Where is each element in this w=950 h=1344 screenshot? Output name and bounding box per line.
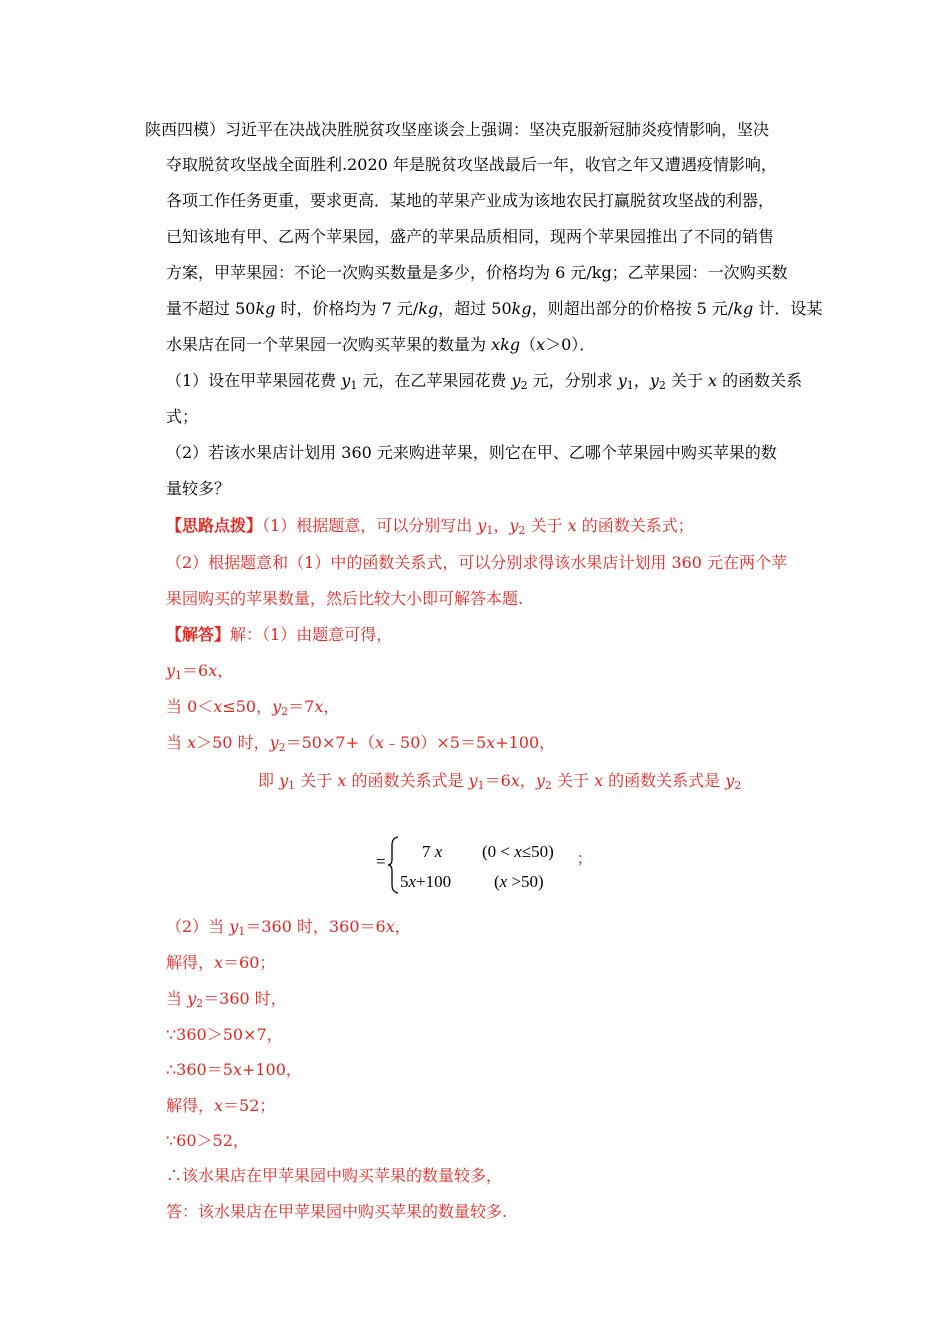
problem-line-3: 各项工作任务更重，要求更高．某地的苹果产业成为该地农民打赢脱贫攻坚战的利器， xyxy=(166,191,775,210)
hint-line-1: 【思路点拨】（1）根据题意，可以分别写出 $y_1$，$y_2$ 关于 x 的函数关系式； xyxy=(166,516,694,537)
answer-intro: 【解答】解：（1）由题意可得， xyxy=(166,625,393,644)
formula-semicolon: ; xyxy=(578,848,583,867)
answer-because-1: ∵360＞50×7， xyxy=(166,1025,283,1044)
piecewise-formula xyxy=(370,832,600,900)
question-1-cont: 式； xyxy=(166,407,199,426)
row2-condition: (x >50) xyxy=(494,872,544,891)
problem-line-1: 陕西四模）习近平在决战决胜脱贫攻坚座谈会上强调：坚决克服新冠肺炎疫情影响，坚决 xyxy=(145,120,770,139)
answer-y1: $y_1=6x$， xyxy=(166,661,234,682)
hint-line-3: 果园购买的苹果数量，然后比较大小即可解答本题. xyxy=(166,589,524,608)
answer-part2: （2）当 $y_1=360$ 时，360＝6x， xyxy=(166,917,411,938)
question-2: （2）若该水果店计划用 360 元来购进苹果，则它在甲、乙哪个苹果园中购买苹果的数 xyxy=(166,443,777,462)
answer-solve-2: 解得，x＝52； xyxy=(166,1096,276,1115)
problem-line-4: 已知该地有甲、乙两个苹果园，盛产的苹果品质相同，现两个苹果园推出了不同的销售 xyxy=(166,227,775,246)
left-brace xyxy=(388,836,400,894)
hint-label: 【思路点拨】 xyxy=(166,516,263,535)
row1-expr: 7 x xyxy=(422,842,443,861)
answer-when-y2: 当 $y_2=360$ 时， xyxy=(166,989,287,1010)
answer-summary: 即 $y_1$ 关于 x 的函数关系式是 $y_1=6x$，$y_2$ 关于 x 的函数关系式是 $y_2$ xyxy=(258,771,742,792)
row1-condition: (0 < x≤50) xyxy=(482,842,554,861)
problem-line-7: 水果店在同一个苹果园一次购买苹果的数量为 xkg（x＞0）． xyxy=(166,335,596,354)
question-2-cont: 量较多？ xyxy=(166,479,231,498)
answer-case-2: 当 x＞50 时，$y_2=50\times 7+(x﹣50)\times 5=5x+100$， xyxy=(166,733,556,754)
answer-because-2: ∵60＞52， xyxy=(166,1131,249,1150)
problem-line-5: 方案，甲苹果园：不论一次购买数量是多少，价格均为 6 元/kg；乙苹果园：一次购买数 xyxy=(166,263,788,282)
answer-label: 【解答】 xyxy=(166,625,231,644)
problem-line-6: 量不超过 50kg 时，价格均为 7 元/kg，超过 50kg，则超出部分的价格按 5 元/kg 计．设某 xyxy=(166,299,823,318)
answer-therefore-2: ∴该水果店在甲苹果园中购买苹果的数量较多， xyxy=(166,1166,503,1185)
question-1: （1）设在甲苹果园花费 $y_1$ 元，在乙苹果园花费 $y_2$ 元，分别求 $y_1$，$y_2$ 关于 x 的函数关系 xyxy=(166,371,803,392)
problem-line-2: 夺取脱贫攻坚战全面胜利.2020 年是脱贫攻坚战最后一年，收官之年又遭遇疫情影响， xyxy=(166,155,777,174)
answer-final: 答：该水果店在甲苹果园中购买苹果的数量较多. xyxy=(166,1202,508,1221)
hint-line-2: （2）根据题意和（1）中的函数关系式，可以分别求得该水果店计划用 360 元在两个苹 xyxy=(166,553,788,572)
row2-expr: 5x+100 xyxy=(400,872,452,891)
answer-therefore-1: ∴360＝5x+100， xyxy=(166,1060,302,1079)
answer-case-1: 当 0＜x≤50，$y_2=7x$， xyxy=(166,697,340,718)
formula-equals: = xyxy=(376,852,386,871)
answer-solve-1: 解得，x＝60； xyxy=(166,953,276,972)
